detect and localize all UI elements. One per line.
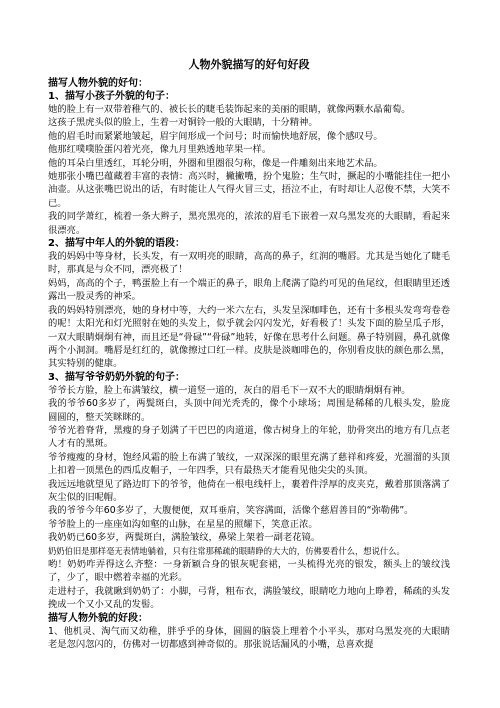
- paragraph: 这孩子黑虎头似的脸上，生着一对铜铃一般的大眼睛，十分精神。: [48, 117, 318, 129]
- paragraph: 我的妈妈中等身材，长头发，有一双明亮的眼睛，高高的鼻子，红润的嘴唇。尤其是当她化了睫毛时，那真是与众不同，漂亮极了！: [48, 251, 450, 276]
- section-heading: 1、描写小孩子外貌的句子：: [48, 91, 175, 102]
- paragraph: 妈妈，高高的个子，鸭蛋脸上有一个端正的鼻子，眼角上爬满了隐约可见的鱼尾纹，但眼睛里还透露出一股灵秀的神采。: [48, 277, 450, 303]
- paragraph: 她那张小嘴巴蕴藏着丰富的表情：高兴时，撇撇嘴，扮个鬼脸；生气时，撅起的小嘴能挂住一把小油壶。从这张嘴巴说出的话，有时能让人气得火冒三丈，捂泣不止，有时却让人忍俊不禁，大笑不已。: [48, 171, 450, 209]
- paragraph: 他的耳朵白里透红，耳轮分明，外圈和里圈很匀称，像是一件雕刻出来地艺术品。: [48, 157, 383, 169]
- paragraph: 爷爷长方脸，脸上布满皱纹，横一道竖一道的，灰白的眉毛下一双不大的眼睛炯炯有神。: [48, 384, 411, 396]
- paragraph: 哟！奶奶咋弄得这么齐整：一身新颖合身的银灰呢套裙，一头梳得光亮的银发，额头上的皱纹浅了，少了，眼中燃着幸福的光彩。: [48, 559, 450, 584]
- page-title: 人物外貌描写的好句好段: [188, 58, 310, 71]
- paragraph: 他的眉毛时而紧紧地皱起，眉宇间形成一个问号；时而愉快地舒展，像个感叹号。: [48, 130, 383, 142]
- paragraph: 他那红噗噗脸蛋闪着光亮，像九月里熟透地苹果一样。: [48, 144, 272, 156]
- document-body: [48, 77, 450, 651]
- paragraph: 我远远地就望见了路边盯下的爷爷，他倚在一根电线杆上，裹着件浮厚的皮夹克，戴着那顶落满了灰尘似的旧呢帽。: [48, 478, 450, 503]
- paragraph: 爷爷瘦瘦的身材，饱经风霜的脸上布满了皱纹，一双深深的眼里充满了慈祥和疼爱，光溜溜的头顶上扣着一顶黑色的西瓜皮帽子，一年四季，只有最热天才能看见他尖尖的头顶。: [48, 451, 450, 477]
- paragraph: 我奶奶已60多岁，两鬓斑白，满脸皱纹，鼻梁上架着一副老花镜。: [48, 532, 321, 544]
- paragraph: 我的同学萧红，梳着一条大辫子，黑亮黑亮的，浓浓的眉毛下嵌着一双乌黑发亮的大眼睛，看起来很漂亮。: [48, 211, 450, 236]
- paragraph: 爷爷光着脊背，黑瘦的身子划满了干巴巴的肉道道，像古树身上的年轮，肋骨突出的地方有几点老人才有的黑斑。: [48, 424, 450, 450]
- section-heading: 3、描写爷爷奶奶外貌的句子：: [48, 371, 185, 383]
- paragraph: 奶奶伯旧是那样毫无表情地躺着，只有往常那稀疏的眼睛睁的大大的，仿佛要看什么，想说什么。: [48, 545, 405, 556]
- paragraph: 走进村子，我就瞅到奶奶了：小脚，弓背，粗布衣，满脸皱纹，眼睛吃力地向上睁着，稀疏的头发挽成一个又小又乱的发髻。: [48, 585, 450, 611]
- section-heading: 描写人物外貌的好句：: [48, 78, 148, 89]
- section-heading: 描写人物外貌的好段：: [48, 612, 148, 624]
- section-heading: 2、描写中年人的外貌的语段：: [48, 238, 185, 250]
- paragraph: 1、他机灵、淘气而又幼稚，胖乎乎的身体，圆圆的脑袋上理着个小平头，那对乌黑发亮的大眼睛老是忽闪忽闪的，仿佛对一切都感到神奇似的。那张说话漏风的小嘴，总喜欢提: [48, 625, 450, 651]
- paragraph: 我的爷爷今年60多岁了，大腹便便，双耳垂肩，笑容满面，活像个慈眉善目的“弥勒佛”。: [48, 505, 414, 517]
- paragraph: 我的爷爷60多岁了，两鬓斑白，头顶中间光秃秃的，像个小球场；周围是稀稀的几根头发，脸庞圆圆的，整天笑眯眯的。: [48, 398, 450, 423]
- paragraph: 我的妈妈特别漂亮，她的身材中等，大约一米六左右，头发呈深咖啡色，还有十多根头发弯弯卷卷的呢！太阳光和灯光照射在她的头发上，似乎就会闪闪发光，好看极了！头发下面的脸呈瓜子形，一双大眼睛炯炯有神，而且还是“骨碌”“骨碌”地转，好像在思考什么问题。鼻子特别圆，鼻孔就像两个小洞洞。嘴唇是红红的，就像擦过口红一样。皮肤是淡咖啡色的，你别看皮肤的颜色那么黑，其实特别的健康。: [48, 304, 450, 370]
- paragraph: 爷爷脸上的一座座如沟如壑的山脉，在星星的照耀下，笑意正浓。: [48, 518, 318, 530]
- paragraph: 她的脸上有一双带着稚气的、被长长的睫毛装饰起来的美丽的眼睛，就像两颗水晶葡萄。: [48, 104, 411, 115]
